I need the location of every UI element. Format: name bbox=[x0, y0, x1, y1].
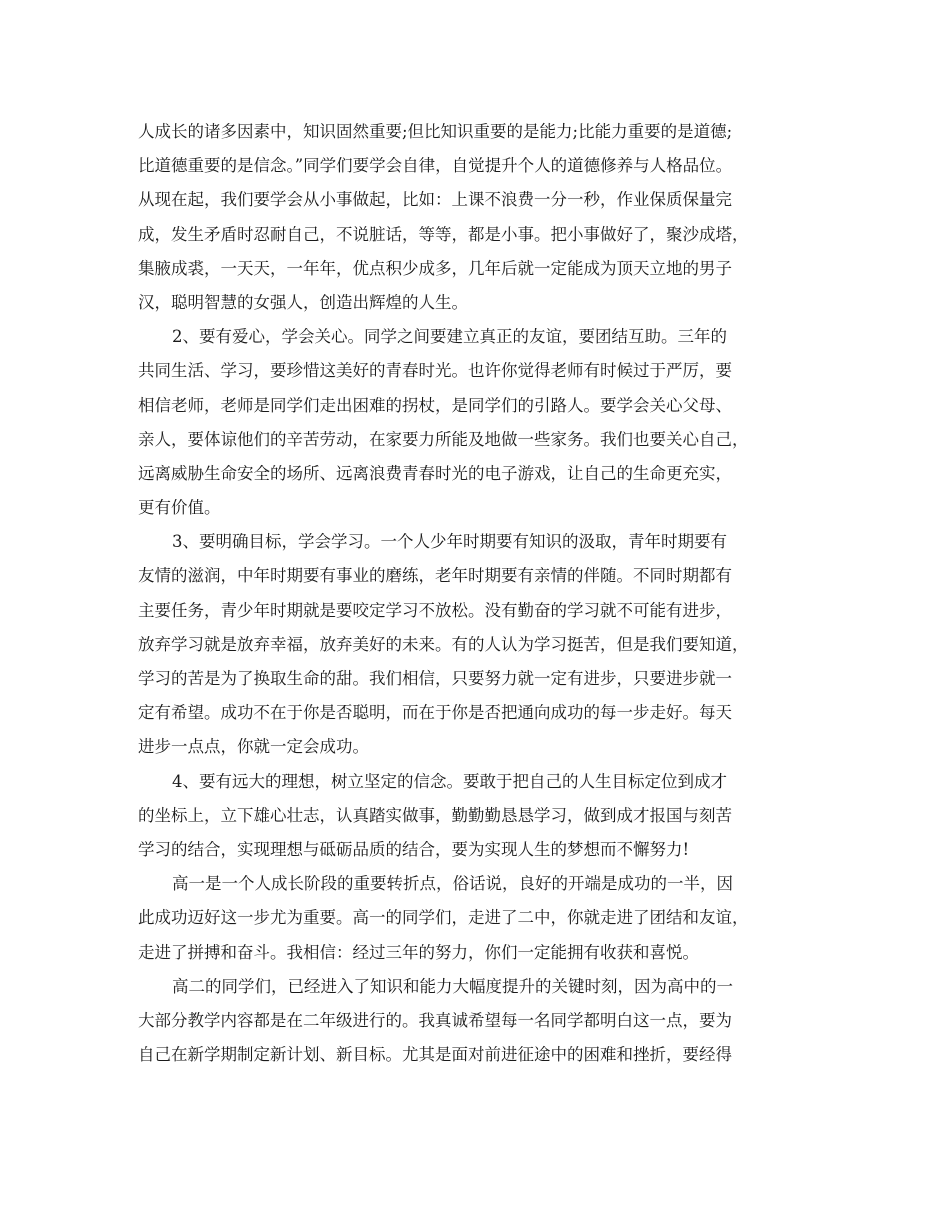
text-line: 更有价值。 bbox=[138, 498, 221, 518]
text-line: 比道德重要的是信念。”同学们要学会自律，自觉提升个人的道德修养与人格品位。 bbox=[138, 156, 733, 176]
paragraph-first-line: 4、要有远大的理想，树立坚定的信念。要敢于把自己的人生目标定位到成才 bbox=[172, 771, 727, 791]
text-line: 集腋成裘，一天天，一年年，优点积少成多，几年后就一定能成为顶天立地的男子 bbox=[138, 258, 732, 278]
text-line: 相信老师，老师是同学们走出困难的拐杖，是同学们的引路人。要学会关心父母、 bbox=[138, 395, 732, 415]
text-line: 定有希望。成功不在于你是否聪明，而在于你是否把通向成功的每一步走好。每天 bbox=[138, 703, 732, 723]
text-line: 远离威胁生命安全的场所、远离浪费青春时光的电子游戏，让自己的生命更充实， bbox=[138, 463, 732, 483]
text-line: 学习的苦是为了换取生命的甜。我们相信，只要努力就一定有进步，只要进步就一 bbox=[138, 669, 732, 688]
text-line: 汉，聪明智慧的女强人，创造出辉煌的人生。 bbox=[138, 292, 468, 312]
paragraph-first-line: 高一是一个人成长阶段的重要转折点，俗话说，良好的开端是成功的一半，因 bbox=[172, 874, 733, 894]
text-line: 亲人，要体谅他们的辛苦劳动，在家要力所能及地做一些家务。我们也要关心自己， bbox=[138, 429, 749, 449]
text-line: 成，发生矛盾时忍耐自己，不说脏话，等等，都是小事。把小事做好了，聚沙成塔， bbox=[138, 224, 749, 244]
text-line: 友情的滋润，中年时期要有事业的磨练，老年时期要有亲情的伴随。不同时期都有 bbox=[138, 566, 732, 586]
paragraph-first-line: 高二的同学们，已经进入了知识和能力大幅度提升的关键时刻，因为高中的一 bbox=[172, 976, 733, 996]
text-line: 主要任务，青少年时期就是要咬定学习不放松。没有勤奋的学习就不可能有进步， bbox=[138, 600, 732, 620]
text-line: 学习的结合，实现理想与砥砺品质的结合，要为实现人生的梦想而不懈努力! bbox=[138, 839, 690, 859]
text-line: 走进了拼搏和奋斗。我相信：经过三年的努力，你们一定能拥有收获和喜悦。 bbox=[138, 942, 699, 962]
text-line: 此成功迈好这一步尤为重要。高一的同学们，走进了二中，你就走进了团结和友谊， bbox=[138, 908, 749, 928]
text-line: 进步一点点，你就一定会成功。 bbox=[138, 737, 369, 757]
paragraph-first-line: 2、要有爱心，学会关心。同学之间要建立真正的友谊，要团结互助。三年的 bbox=[172, 327, 727, 347]
text-line: 自己在新学期制定新计划、新目标。尤其是面对前进征途中的困难和挫折，要经得 bbox=[138, 1045, 732, 1065]
paragraph-first-line: 3、要明确目标，学会学习。一个人少年时期要有知识的汲取，青年时期要有 bbox=[172, 532, 727, 552]
text-line: 从现在起，我们要学会从小事做起，比如：上课不浪费一分一秒，作业保质保量完 bbox=[138, 190, 732, 210]
text-line: 人成长的诸多因素中，知识固然重要;但比知识重要的是能力;比能力重要的是道德; bbox=[138, 122, 733, 141]
text-line: 共同生活、学习，要珍惜这美好的青春时光。也许你觉得老师有时候过于严厉，要 bbox=[138, 361, 732, 381]
text-line: 放弃学习就是放弃幸福，放弃美好的未来。有的人认为学习挺苦，但是我们要知道， bbox=[138, 634, 749, 654]
text-line: 的坐标上，立下雄心壮志，认真踏实做事，勤勤勤恳恳学习，做到成才报国与刻苦 bbox=[138, 805, 732, 825]
text-line: 大部分教学内容都是在二年级进行的。我真诚希望每一名同学都明白这一点，要为 bbox=[138, 1010, 732, 1030]
document-body bbox=[138, 115, 828, 1072]
